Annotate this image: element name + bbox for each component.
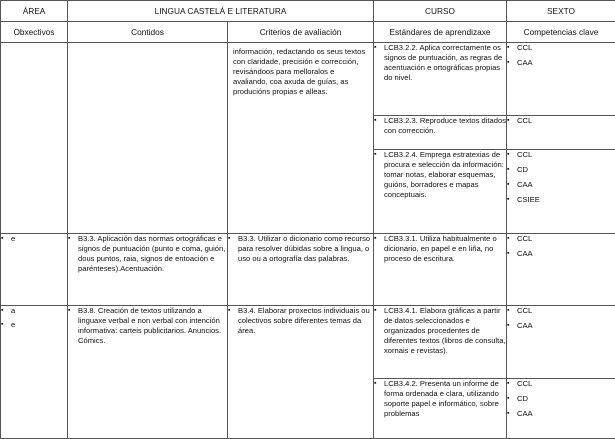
table-row <box>1 43 615 116</box>
criterion-cell <box>228 234 374 306</box>
competence-badge: ▪ CAA <box>507 58 615 68</box>
standard-text: ▪ LCB3.3.1. Utiliza habitualmente o dicionario, en papel e en liña, no proceso de escritura. <box>374 234 506 264</box>
standard-text: ▪ LCB3.2.2. Aplica correctamente os signos de puntuación, as regras de acentuación e ortográficas propias do nivel. <box>374 43 506 83</box>
column-header-contents: Contidos <box>68 22 228 43</box>
objectives-cell <box>1 43 68 234</box>
contents-cell <box>68 306 228 439</box>
column-header-criteria: Criterios de avaliación <box>228 22 374 43</box>
content-text: ▪ B3.8. Creación de textos utilizando a linguaxe verbal e non verbal con intención informativa: carteis publicitarios. Anuncios. Cómics. <box>68 306 227 346</box>
standard-text: ▪ LCB3.4.2. Presenta un informe de forma ordenada e clara, utilizando soporte papel e informático, sobre problemas <box>374 379 506 419</box>
column-header-standards: Estándares de aprendizaxe <box>374 22 507 43</box>
standard-text: ▪ LCB3.2.3. Reproduce textos ditados con corrección. <box>374 116 506 136</box>
standard-text: ▪ LCB3.4.1. Elabora gráficas a partir de datos seleccionados e organizados procedentes de diferentes textos (libros de consulta, xornais e revistas). <box>374 306 506 356</box>
subject-title: LINGUA CASTELÁ E LITERATURA <box>68 1 374 22</box>
objectives-cell <box>1 306 68 439</box>
criterion-text: ▪ B3.4. Elaborar proxectos individuais ou colectivos sobre diferentes temas da área. <box>228 306 373 336</box>
competence-badge: ▪ CCL <box>507 379 615 389</box>
objective-item: ▪ e <box>1 234 67 244</box>
competence-badge: ▪ CD <box>507 394 615 404</box>
competence-badge: ▪ CAA <box>507 321 615 331</box>
competence-badge: ▪ CD <box>507 165 615 175</box>
standard-cell <box>374 234 507 306</box>
competence-badge: ▪ CAA <box>507 409 615 419</box>
standard-cell <box>374 306 507 379</box>
competence-badge: ▪ CCL <box>507 306 615 316</box>
column-header-row <box>1 22 615 43</box>
standard-cell <box>374 116 507 150</box>
standard-cell <box>374 43 507 116</box>
competence-badge: ▪ CCL <box>507 234 615 244</box>
standard-cell <box>374 150 507 234</box>
criterion-cell <box>228 43 374 234</box>
competences-cell <box>507 116 615 150</box>
criterion-text: ▪ B3.3. Utilizar o dicionario como recurso para resolver dúbidas sobre a lingua, o uso ou a ortografía das palabras. <box>228 234 373 264</box>
competences-cell <box>507 306 615 379</box>
objectives-cell <box>1 234 68 306</box>
competences-cell <box>507 379 615 439</box>
competence-badge: ▪ CAA <box>507 249 615 259</box>
competences-cell <box>507 150 615 234</box>
table-row <box>1 306 615 379</box>
course-label: CURSO <box>374 1 507 22</box>
table-row <box>1 234 615 306</box>
area-label: ÁREA <box>1 1 68 22</box>
criterion-text: información, redactando os seus textos con claridade, precisión e corrección, revisándoos para melloralos e avaliando, coa axuda de guías, as producións propias e alleas. <box>233 47 366 96</box>
course-value: SEXTO <box>507 1 615 22</box>
competences-cell <box>507 43 615 116</box>
competence-badge: ▪ CCL <box>507 116 615 126</box>
content-text: ▪ B3.3. Aplicación das normas ortográficas e signos de puntuación (punto e coma, guión, dous puntos, raia, signos de entoación e parénteses).Acentuación. <box>68 234 227 274</box>
competence-badge: ▪ CCL <box>507 43 615 53</box>
criterion-cell <box>228 306 374 439</box>
header-row <box>1 1 615 22</box>
contents-cell <box>68 43 228 234</box>
objective-item: ▪ a <box>1 306 67 316</box>
standard-text: ▪ LCB3.2.4. Emprega estratexias de procura e selección da información: tomar notas, elaborar esquemas, guións, borradores e mapas conceptuais. <box>374 150 506 200</box>
contents-cell <box>68 234 228 306</box>
competence-badge: ▪ CCL <box>507 150 615 160</box>
column-header-objectives: Obxectivos <box>1 22 68 43</box>
standard-cell <box>374 379 507 439</box>
objective-item: ▪ e <box>1 320 67 330</box>
competence-badge: ▪ CSIEE <box>507 195 615 205</box>
competence-badge: ▪ CAA <box>507 180 615 190</box>
column-header-competences: Competencias clave <box>507 22 615 43</box>
competences-cell <box>507 234 615 306</box>
